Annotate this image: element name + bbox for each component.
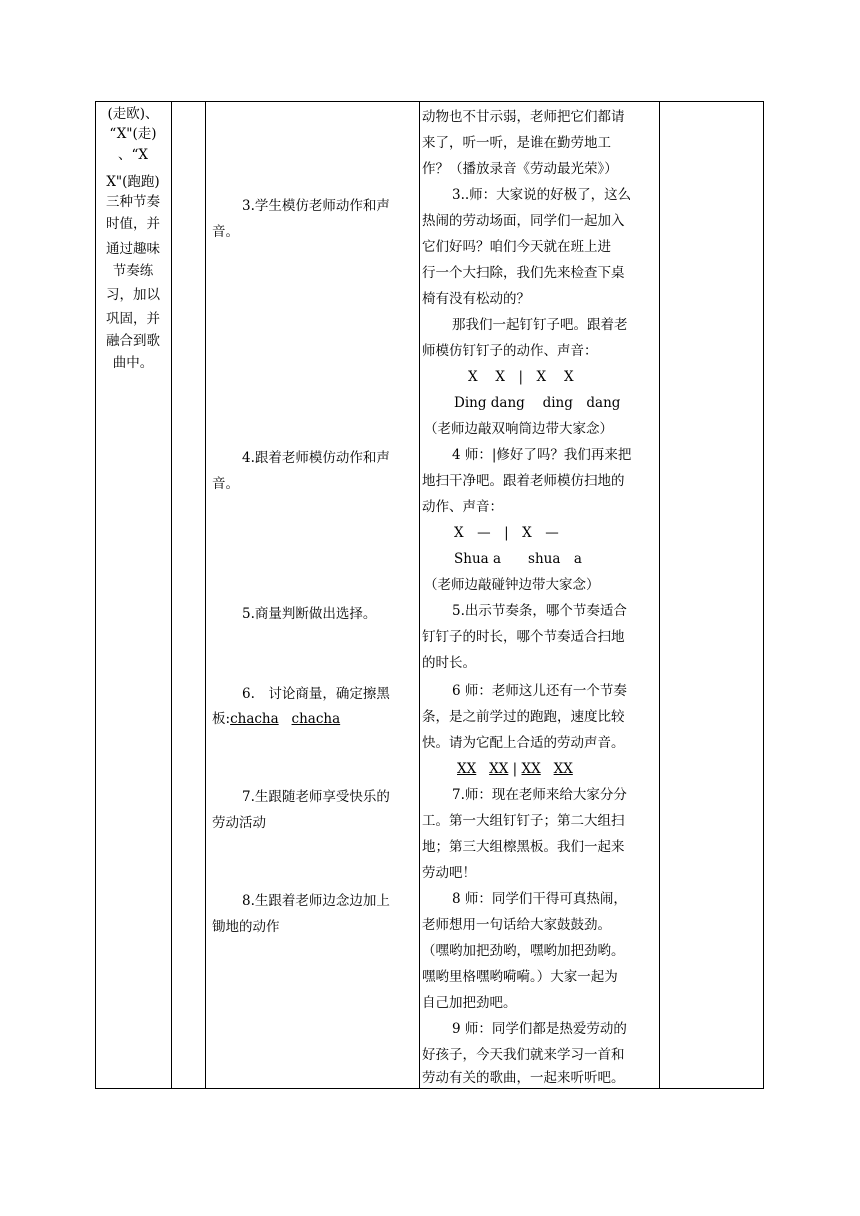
teacher-step-6: 6 师：老师这儿还有一个节奏	[452, 683, 627, 699]
student-step-4-cont: 音。	[212, 476, 239, 492]
student-step-6-cont	[212, 706, 340, 732]
lesson-table	[95, 101, 764, 1089]
teacher-text: 劳动吧！	[422, 865, 476, 881]
student-step-7: 7.生跟随老师享受快乐的	[242, 789, 390, 805]
goal-line: 巩固，并	[106, 311, 160, 327]
goal-line: 习，加以	[106, 287, 160, 303]
student-step-7-cont: 劳动活动	[212, 815, 266, 831]
teacher-step-8: 8 师：同学们干得可真热闹，	[452, 891, 627, 907]
teacher-text: 地；第三大组檫黑板。我们一起来	[422, 839, 625, 855]
board-prefix: 板:	[212, 711, 231, 727]
column-divider	[205, 102, 206, 1088]
teacher-text: 行一个大扫除，我们先来检查下桌	[422, 265, 625, 281]
teacher-text: 劳动有关的歌曲，一起来听听吧。	[422, 1070, 625, 1086]
bar-line: |	[512, 761, 518, 777]
chacha-text: chacha	[291, 711, 341, 727]
xx-note: XX	[521, 761, 541, 777]
teacher-text: 钉钉子的时长，哪个节奏适合扫地	[422, 629, 625, 645]
teacher-text: 师模仿钉钉子的动作、声音：	[422, 343, 598, 359]
student-step-5: 5.商量判断做出选择。	[242, 606, 377, 622]
student-step-8: 8.生跟着老师边念边加上	[242, 893, 390, 909]
xx-rhythm	[457, 756, 573, 782]
teacher-text: 作？（播放录音《劳动最光荣》）	[422, 161, 618, 177]
teacher-text: 的时长。	[422, 655, 476, 671]
rhythm-lyrics: Shua a shua a	[454, 551, 582, 567]
goal-line: “X"(走)	[109, 126, 157, 142]
teacher-text: 椅有没有松动的？	[422, 291, 530, 307]
teacher-text: 嘿哟里格嘿哟嗬嗬。）大家一起为	[422, 969, 618, 985]
goal-line: X"(跑跑)	[106, 174, 160, 190]
goal-line: 时值，并	[106, 216, 160, 232]
goal-line: (走欧)、	[107, 106, 159, 122]
goal-line: 三种节奏	[106, 194, 160, 210]
teacher-text: 那我们一起钉钉子吧。跟着老	[452, 317, 628, 333]
goal-line: 融合到歌	[106, 333, 160, 349]
xx-note: XX	[553, 761, 573, 777]
teacher-text: 动作、声音：	[422, 499, 503, 515]
teacher-text: 好孩子，今天我们就来学习一首和	[422, 1047, 625, 1063]
column-divider	[419, 102, 420, 1088]
teacher-step-9: 9 师：同学们都是热爱劳动的	[452, 1021, 627, 1037]
student-step-3-cont: 音。	[212, 224, 239, 240]
teacher-text: 动物也不甘示弱，老师把它们都请	[422, 109, 625, 125]
student-step-6: 6. 讨论商量，确定擦黑	[242, 686, 390, 702]
teacher-text: 快。请为它配上合适的劳动声音。	[422, 735, 625, 751]
teacher-text: （嘿哟加把劲哟，嘿哟加把劲哟。	[422, 943, 625, 959]
teacher-text: 地扫干净吧。跟着老师模仿扫地的	[422, 473, 625, 489]
goal-line: 通过趣味	[106, 241, 160, 257]
teacher-step-3: 3..师：大家说的好极了，这么	[452, 187, 632, 203]
teacher-step-4: 4 师：|修好了吗？我们再来把	[452, 447, 632, 463]
teacher-text: 它们好吗？咱们今天就在班上进	[422, 239, 611, 255]
teacher-note: （老师边敲碰钟边带大家念）	[424, 577, 600, 593]
teacher-text: 热闹的劳动场面，同学们一起加入	[422, 213, 625, 229]
teacher-text: 工。第一大组钉钉子；第二大组扫	[422, 813, 625, 829]
teacher-text: 来了，听一听，是谁在勤劳地工	[422, 135, 611, 151]
student-step-4: 4.跟着老师模仿动作和声	[242, 450, 390, 466]
chacha-text: chacha	[230, 711, 279, 727]
rhythm-lyrics: Ding dang ding dang	[454, 395, 621, 411]
teacher-step-5: 5.出示节奏条，哪个节奏适合	[452, 603, 627, 619]
student-step-3: 3.学生模仿老师动作和声	[242, 198, 390, 214]
rhythm-notation: X — | X —	[454, 525, 559, 541]
teacher-note: （老师边敲双响筒边带大家念）	[424, 421, 613, 437]
goal-line: 曲中。	[112, 355, 154, 371]
column-divider	[171, 102, 172, 1088]
goal-line: 、“X	[117, 147, 148, 163]
xx-note: XX	[489, 761, 509, 777]
teacher-step-7: 7.师：现在老师来给大家分分	[452, 787, 627, 803]
student-step-8-cont: 锄地的动作	[212, 919, 280, 935]
teacher-text: 自己加把劲吧。	[422, 995, 517, 1011]
teacher-text: 条，是之前学过的跑跑，速度比较	[422, 709, 625, 725]
column-divider	[659, 102, 660, 1088]
rhythm-notation: X X | X X	[468, 369, 574, 385]
goal-line: 节奏练	[112, 263, 154, 279]
xx-note: XX	[457, 761, 477, 777]
teacher-text: 老师想用一句话给大家鼓鼓劲。	[422, 917, 611, 933]
